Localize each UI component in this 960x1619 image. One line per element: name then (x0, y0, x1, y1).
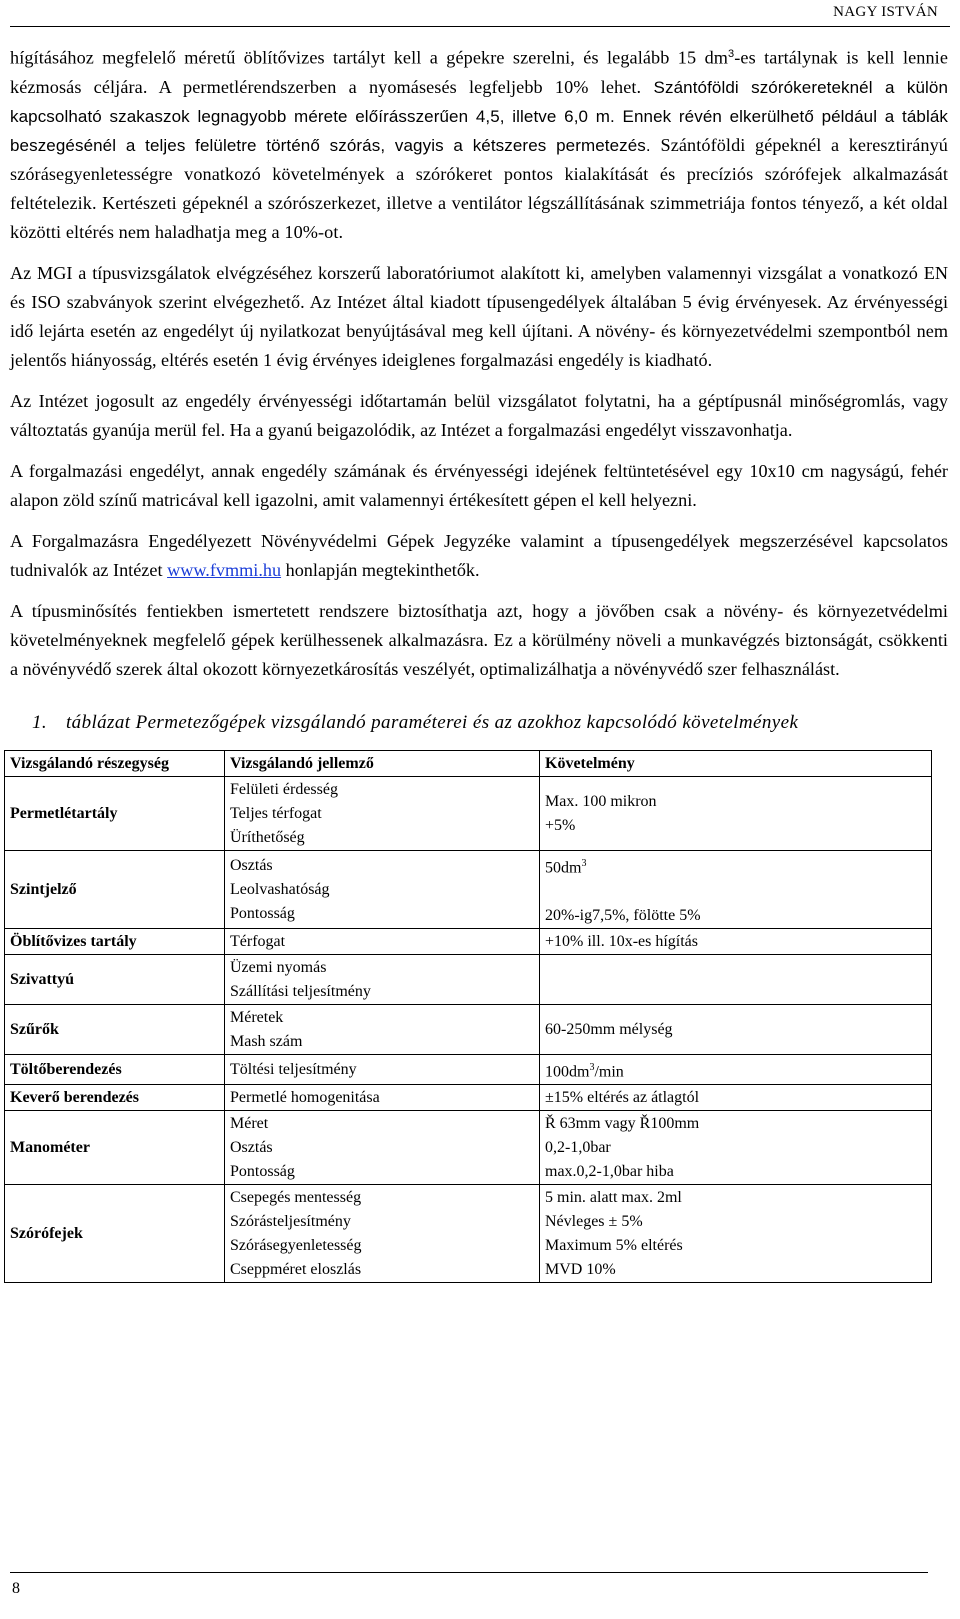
parameter-cell (225, 776, 540, 850)
page-number: 8 (12, 1580, 20, 1597)
paragraph-5-part-b: honlapján megtekinthetők. (285, 559, 480, 580)
paragraph-5-part-a: A Forgalmazásra Engedélyezett Növényvédelmi Gépek Jegyzéke valamint a típusengedélyek megszerzésével kapcsolatos tudnivalók az Intézet (10, 530, 948, 580)
part-cell: Töltőberendezés (5, 1054, 225, 1084)
requirement-line: 5 min. alatt max. 2ml (545, 1189, 682, 1207)
requirement-cell: +10% ill. 10x-es hígítás (540, 928, 932, 954)
part-cell: Öblítővizes tartály (5, 928, 225, 954)
part-cell: Szórófejek (5, 1185, 225, 1283)
requirement-line: 20%-ig7,5%, fölötte 5% (545, 906, 701, 924)
requirements-table (4, 750, 932, 1284)
paragraph-1-part-b: -es tartálynak is kell lennie kézmosás céljára. A permetlérendszerben a nyomásesés legfeljebb 10% lehet. (10, 47, 948, 97)
part-cell: Permetlétartály (5, 776, 225, 850)
paragraph-4: A forgalmazási engedélyt, annak engedély számának és érvényességi idejének feltüntetésével egy 10x10 cm nagyságú, fehér alapon zöld színű matricával kell igazolni, amit valamennyi értékesített gépen el kell helyezni. (10, 460, 948, 510)
header-requirement: Követelmény (540, 750, 932, 776)
superscript-3: 3 (589, 1061, 595, 1073)
part-cell: Keverő berendezés (5, 1085, 225, 1111)
header-parameter: Vizsgálandó jellemző (225, 750, 540, 776)
requirement-line: 60-250mm mélység (545, 1020, 673, 1038)
table-caption (32, 710, 948, 736)
parameter-line: Pontosság (230, 904, 295, 922)
parameter-cell (225, 1004, 540, 1054)
table-row (5, 1111, 932, 1185)
superscript-3: 3 (581, 857, 587, 869)
requirement-line (545, 852, 927, 880)
parameter-cell (225, 1111, 540, 1185)
parameter-line: Üzemi nyomás (230, 958, 327, 976)
table-caption-text: táblázat Permetezőgépek vizsgálandó paraméterei és az azokhoz kapcsolódó követelmények (66, 711, 799, 733)
table-row (5, 928, 932, 954)
parameter-cell (225, 850, 540, 928)
requirement-cell (540, 954, 932, 1004)
parameter-cell (225, 954, 540, 1004)
parameter-line: Csepegés mentesség (230, 1189, 362, 1207)
part-cell: Manométer (5, 1111, 225, 1185)
table-row (5, 954, 932, 1004)
requirement-cell (540, 1054, 932, 1084)
table-row (5, 850, 932, 928)
parameter-line: Szórásegyenletesség (230, 1237, 362, 1255)
requirement-cell: ±15% eltérés az átlagtól (540, 1085, 932, 1111)
requirement-cell (540, 1004, 932, 1054)
parameter-line: Felületi érdesség (230, 780, 338, 798)
requirement-line: Névleges ± 5% (545, 1213, 643, 1231)
requirement-line: +5% (545, 816, 576, 834)
table-row (5, 776, 932, 850)
header-divider (10, 26, 950, 27)
parameter-line: Méret (230, 1115, 269, 1133)
parameter-line: Méretek (230, 1008, 284, 1026)
parameter-line: Mash szám (230, 1032, 303, 1050)
parameter-line: Osztás (230, 1139, 273, 1157)
paragraph-1-part-c: Szántóföldi szórókereteknél a külön kapcsolható szakaszok legnagyobb mérete előírásszerűen 4,5, illetve 6,0 m. Ennek révén elkerülhető például a táblák beszegésénél a teljes felületre történő szórás, vagyis a kétszeres permetezés. (10, 77, 949, 155)
superscript-3: 3 (728, 48, 735, 60)
part-cell: Szintjelző (5, 850, 225, 928)
table-header-row (5, 750, 932, 776)
part-cell: Szivattyú (5, 954, 225, 1004)
requirement-cell (540, 1185, 932, 1283)
table-row (5, 1054, 932, 1084)
parameter-line: Szórásteljesítmény (230, 1213, 351, 1231)
parameter-line: Teljes térfogat (230, 804, 322, 822)
parameter-line: Pontosság (230, 1163, 295, 1181)
requirement-cell (540, 776, 932, 850)
header-part: Vizsgálandó részegység (5, 750, 225, 776)
paragraph-3: Az Intézet jogosult az engedély érvényességi időtartamán belül vizsgálatot folytatni, ha a géptípusnál minőségromlás, vagy változtatás gyanúja merül fel. Ha a gyanú beigazolódik, az Intézet a forgalmazási engedélyt visszavonhatja. (10, 390, 948, 440)
parameter-line: Cseppméret eloszlás (230, 1261, 362, 1279)
part-cell: Szűrők (5, 1004, 225, 1054)
requirement-line: max.0,2-1,0bar hiba (545, 1163, 674, 1181)
footer-divider (10, 1572, 928, 1573)
parameter-line: Osztás (230, 856, 273, 874)
requirement-line: Maximum 5% eltérés (545, 1237, 683, 1255)
requirement-line: MVD 10% (545, 1261, 616, 1279)
table-number: 1. (32, 711, 48, 733)
paragraph-1 (10, 40, 948, 247)
paragraph-1-part-d: Szántóföldi gépeknél a keresztirányú szórásegyenletességre vonatkozó követelmények a szórókeret pontos kialakítását és precíziós szórófejek alkalmazását feltételezik. Kertészeti gépeknél a szórószerkezet, illetve a ventilátor légszállításának szimmetriája fontos tényező, a két oldal közötti eltérés nem haladhatja meg a 10%-ot. (10, 134, 948, 242)
parameter-cell: Térfogat (225, 928, 540, 954)
requirement-unit: /min (594, 1063, 624, 1081)
requirement-line: Max. 100 mikron (545, 792, 657, 810)
parameter-cell: Permetlé homogenitása (225, 1085, 540, 1111)
requirement-line: Ř 63mm vagy Ř100mm (545, 1115, 700, 1133)
table-row (5, 1004, 932, 1054)
parameter-line: Szállítási teljesítmény (230, 982, 371, 1000)
parameter-cell (225, 1185, 540, 1283)
requirement-value: 100dm (545, 1063, 590, 1081)
parameter-cell: Töltési teljesítmény (225, 1054, 540, 1084)
paragraph-5 (10, 527, 948, 585)
parameter-line: Üríthetőség (230, 828, 305, 846)
table-row (5, 1085, 932, 1111)
requirement-cell (540, 850, 932, 928)
website-link[interactable]: www.fvmmi.hu (167, 559, 282, 580)
parameter-line: Leolvashatóság (230, 880, 330, 898)
table-row (5, 1185, 932, 1283)
requirement-line-blank (545, 880, 927, 904)
paragraph-1-part-a: hígításához megfelelő méretű öblítővizes tartályt kell a gépekre szerelni, és legalább 15 dm (10, 47, 729, 68)
running-header-author: NAGY ISTVÁN (833, 4, 938, 20)
paragraph-2: Az MGI a típusvizsgálatok elvégzéséhez korszerű laboratóriumot alakított ki, amelyben valamennyi vizsgálat a vonatkozó EN és ISO szabványok szerint elvégezhető. Az Intézet által kiadott típusengedélyek általában 5 évig érvényesek. Az érvényességi idő lejárta esetén az engedélyt új nyilatkozat benyújtásával meg kell újítani. A növény- és környezetvédelmi szempontból nem jelentős hiányosság, eltérés esetén 1 évig érvényes ideiglenes forgalmazási engedély is kiadható. (10, 262, 948, 370)
page-body (10, 40, 948, 1283)
requirement-line: 0,2-1,0bar (545, 1139, 611, 1157)
requirement-value: 50dm (545, 858, 582, 876)
requirement-cell (540, 1111, 932, 1185)
paragraph-6: A típusminősítés fentiekben ismertetett rendszere biztosíthatja azt, hogy a jövőben csak a növény- és környezetvédelmi követelményeknek megfelelő gépek kerülhessenek alkalmazásra. Ez a körülmény növeli a munkavégzés biztonságát, csökkenti a növényvédő szerek által okozott környezetkárosítás veszélyét, optimalizálhatja a növényvédő szer felhasználást. (10, 600, 948, 679)
